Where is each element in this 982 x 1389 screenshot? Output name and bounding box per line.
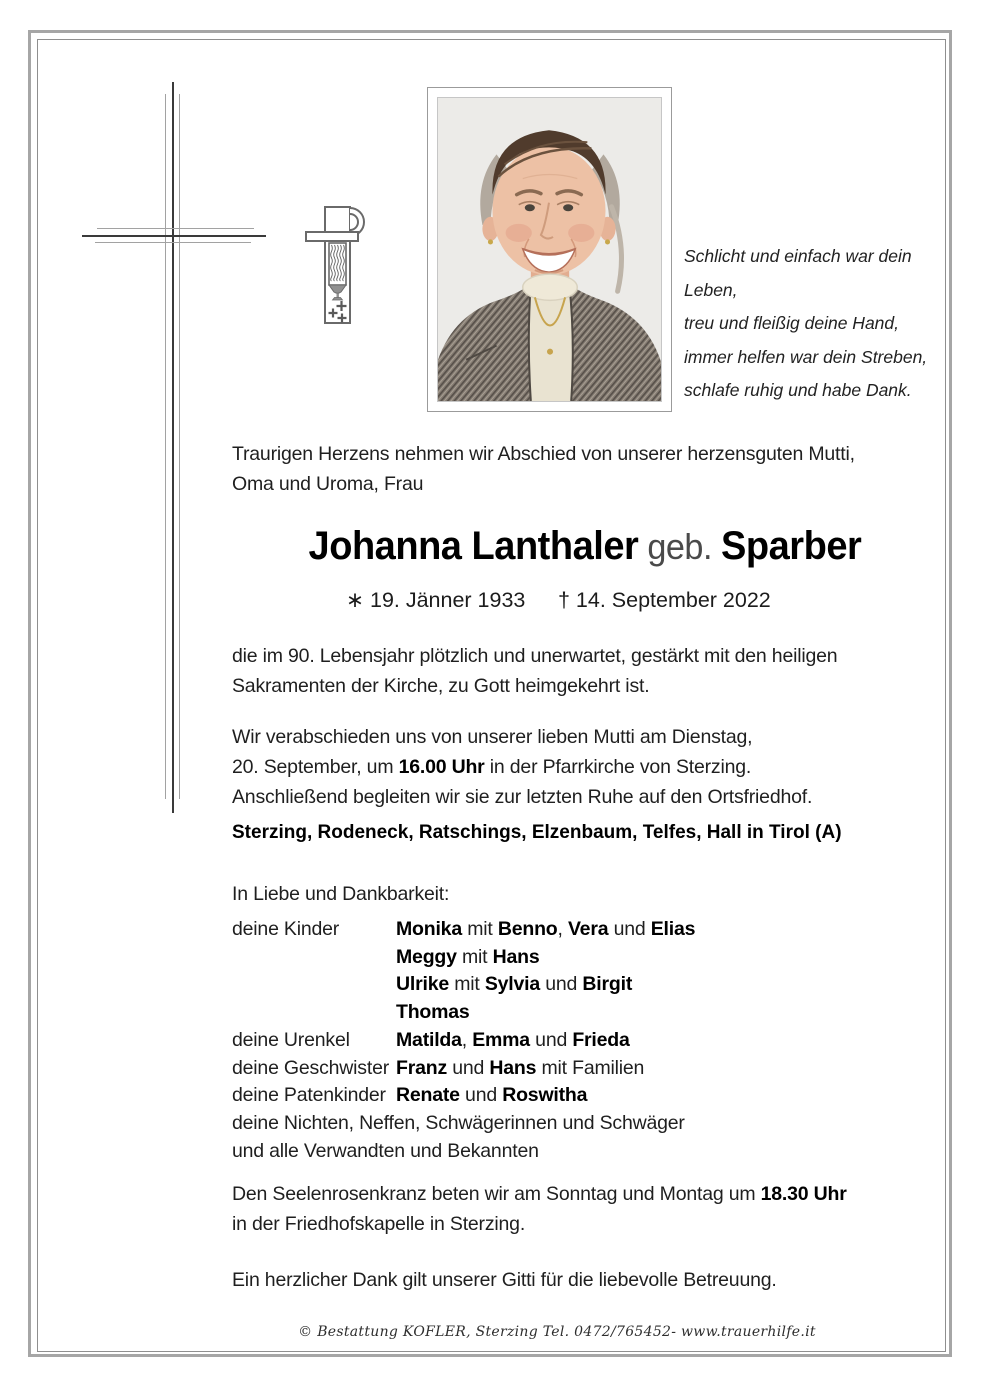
- cross-line: [82, 235, 266, 237]
- farewell-line: Wir verabschieden uns von unserer lieben Mutti am Dienstag,: [232, 726, 753, 748]
- cross-line: [179, 94, 180, 799]
- family-names: Franz und Hans mit Familien: [396, 1056, 645, 1079]
- farewell-line: 20. September, um 16.00 Uhr in der Pfarrkirche von Sterzing.: [232, 756, 752, 778]
- passing-line: Sakramenten der Kirche, zu Gott heimgekehrt ist.: [232, 675, 650, 697]
- rosary-line: Den Seelenrosenkranz beten wir am Sonntag und Montag um 18.30 Uhr: [232, 1183, 847, 1205]
- family-row: [232, 971, 942, 999]
- passing-text: [232, 641, 932, 701]
- death-date: † 14. September 2022: [558, 588, 771, 612]
- passing-line: die im 90. Lebensjahr plötzlich und unerwartet, gestärkt mit den heiligen: [232, 645, 838, 667]
- portrait-photo: [437, 97, 662, 402]
- farewell-line: Anschließend begleiten wir sie zur letzten Ruhe auf den Ortsfriedhof.: [232, 786, 813, 808]
- thanks-text: Ein herzlicher Dank gilt unserer Gitti für die liebevolle Betreuung.: [232, 1269, 777, 1291]
- family-extra-line: und alle Verwandten und Bekannten: [232, 1139, 539, 1162]
- family-row: [232, 1082, 942, 1110]
- chi-rho-chalice-icon: [303, 205, 365, 325]
- poem-line: immer helfen war dein Streben,: [684, 346, 928, 367]
- intro-text: [232, 439, 922, 499]
- family-extra-line: deine Nichten, Neffen, Schwägerinnen und Schwäger: [232, 1111, 685, 1134]
- family-row: [232, 916, 942, 944]
- closing-line: In Liebe und Dankbarkeit:: [232, 883, 450, 905]
- family-names: Meggy mit Hans: [396, 945, 540, 968]
- family-names: Monika mit Benno, Vera und Elias: [396, 918, 696, 940]
- farewell-text: [232, 722, 932, 812]
- family-names: Thomas: [396, 1001, 470, 1024]
- birth-date: ∗ 19. Jänner 1933: [346, 588, 526, 612]
- cross-line: [172, 82, 174, 813]
- intro-line: Oma und Uroma, Frau: [232, 473, 424, 495]
- memorial-poem: [684, 240, 942, 408]
- family-role-label: deine Patenkinder: [232, 1084, 386, 1107]
- funeral-home-credit: © Bestattung KOFLER, Sterzing Tel. 0472/765452- www.trauerhilfe.it: [298, 1324, 816, 1340]
- family-role-label: deine Geschwister: [232, 1056, 390, 1079]
- family-row: [232, 944, 942, 972]
- family-names: Matilda, Emma und Frieda: [396, 1028, 630, 1051]
- family-role-label: deine Urenkel: [232, 1028, 350, 1051]
- family-row: [232, 999, 942, 1027]
- cross-line: [95, 242, 251, 243]
- places-line: Sterzing, Rodeneck, Ratschings, Elzenbaum, Telfes, Hall in Tirol (A): [232, 822, 842, 843]
- family-role-label: deine Kinder: [232, 918, 340, 940]
- family-list: [232, 916, 942, 1165]
- poem-line: treu und fleißig deine Hand,: [684, 313, 899, 333]
- family-names: Ulrike mit Sylvia und Birgit: [396, 973, 633, 996]
- maiden-name: Sparber: [721, 524, 862, 568]
- deceased-name: [240, 524, 930, 569]
- family-names: Renate und Roswitha: [396, 1084, 588, 1107]
- family-row: [232, 1055, 942, 1083]
- rosary-text: [232, 1180, 942, 1239]
- cross-line: [97, 228, 254, 229]
- name-first-last: Johanna Lanthaler: [308, 524, 639, 568]
- poem-line: Schlicht und einfach war dein Leben,: [684, 246, 912, 300]
- poem-line: schlafe ruhig und habe Dank.: [684, 380, 912, 400]
- family-row: [232, 1027, 942, 1055]
- photo-frame: [427, 87, 672, 412]
- geb-label: geb.: [638, 526, 722, 567]
- rosary-line: in der Friedhofskapelle in Sterzing.: [232, 1212, 526, 1235]
- intro-line: Traurigen Herzens nehmen wir Abschied von unserer herzensguten Mutti,: [232, 443, 855, 465]
- cross-line: [165, 94, 166, 799]
